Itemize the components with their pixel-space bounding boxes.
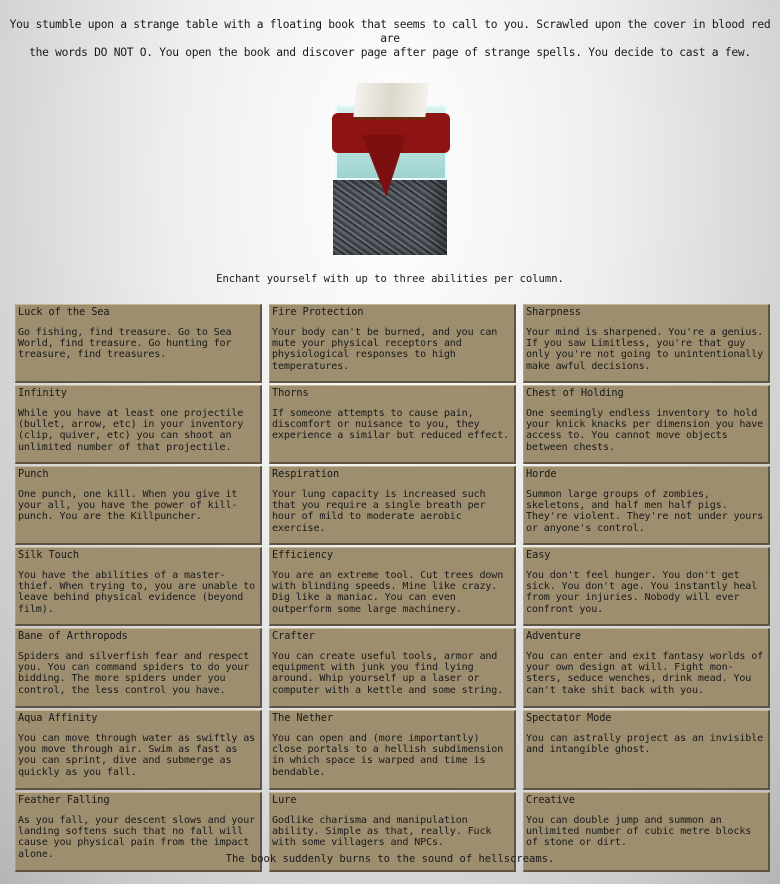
ability-title: Creative (526, 794, 575, 806)
ability-card (15, 466, 262, 545)
abilities-grid (15, 304, 772, 874)
ability-title: Horde (526, 468, 557, 480)
ability-description: If someone attempts to cause pain, discomfort or nuisance to you, they experience a similar but reduced effect. (272, 408, 510, 442)
ability-description: Summon large groups of zombies, skeletons, and half men half pigs. They're violent. They're not under yours or anyone's control. (526, 489, 764, 534)
intro-line: the words DO NOT O. You open the book and discover page after page of strange spells. You decide to cast a few. (29, 46, 751, 59)
ability-card (15, 304, 262, 383)
ability-title: Easy (526, 549, 551, 561)
ability-description: You can create useful tools, armor and equipment with junk you find lying around. Whip yourself up a laser or computer with a kettle and some string. (272, 651, 504, 696)
ability-title: Efficiency (272, 549, 333, 561)
ability-card (15, 710, 262, 790)
ability-column (15, 304, 262, 874)
ability-column (269, 304, 516, 874)
ability-card (523, 710, 770, 790)
ability-description: Your mind is sharpened. You're a genius. If you saw Limitless, you're that guy only you're not going to unintentionally make awful decisions. (526, 327, 764, 372)
ability-card (269, 710, 516, 790)
ability-title: Lure (272, 794, 297, 806)
subtitle: Enchant yourself with up to three abilities per column. (216, 273, 564, 285)
ability-card (269, 304, 516, 383)
ability-card (269, 466, 516, 545)
ability-title: Aqua Affinity (18, 712, 98, 724)
ability-title: Thorns (272, 387, 309, 399)
ability-description: You can enter and exit fantasy worlds of your own design at will. Fight mon-sters, seduce wenches, drink mead. You can't take shit back with you. (526, 651, 764, 696)
ability-title: Silk Touch (18, 549, 79, 561)
ability-title: Fire Protection (272, 306, 364, 318)
ability-description: While you have at least one projectile (bullet, arrow, etc) in your inventory (clip, quiver, etc) you can shoot an unlimited number of that projectile. (18, 408, 244, 453)
ability-title: Feather Falling (18, 794, 110, 806)
ability-title: Chest of Holding (526, 387, 624, 399)
ability-description: You don't feel hunger. You don't get sick. You don't age. You instantly heal from your injuries. Nobody will ever confront you. (526, 570, 758, 615)
ability-title: Adventure (526, 630, 581, 642)
ability-card (523, 304, 770, 383)
ability-card (269, 628, 516, 708)
ability-card (523, 547, 770, 626)
ability-title: Sharpness (526, 306, 581, 318)
ability-title: The Nether (272, 712, 333, 724)
ability-card (269, 385, 516, 464)
ability-card (523, 466, 770, 545)
ability-card (15, 628, 262, 708)
stone-block (333, 180, 447, 255)
outro-text: The book suddenly burns to the sound of hellscreams. (225, 853, 555, 865)
ability-description: Your lung capacity is increased such that you require a single breath per hour of mild to moderate aerobic exercise. (272, 489, 486, 534)
ability-column (523, 304, 770, 874)
ability-description: You can move through water as swiftly as you move through air. Swim as fast as you can sprint, dive and submerge as quickly as you fall. (18, 733, 256, 778)
ability-title: Punch (18, 468, 49, 480)
ability-title: Crafter (272, 630, 315, 642)
intro-text (0, 18, 780, 60)
ability-card (523, 385, 770, 464)
ability-description: You can astrally project as an invisible and intangible ghost. (526, 733, 764, 756)
ability-title: Luck of the Sea (18, 306, 110, 318)
ability-title: Infinity (18, 387, 67, 399)
ability-description: Go fishing, find treasure. Go to Sea World, find treasure. Go hunting for treasure, find treasures. (18, 327, 232, 361)
ability-title: Respiration (272, 468, 340, 480)
ability-description: One punch, one kill. When you give it your all, you have the power of kill-punch. You are the Killpuncher. (18, 489, 238, 523)
ability-title: Bane of Arthropods (18, 630, 128, 642)
ability-card (523, 628, 770, 708)
ability-description: You can double jump and summon an unlimited number of cubic metre blocks of stone or dirt. (526, 815, 752, 849)
enchanting-table-illustration (320, 75, 460, 260)
ability-card (269, 547, 516, 626)
ability-description: One seemingly endless inventory to hold your knick knacks per dimension you have access to. You cannot move objects between chests. (526, 408, 764, 453)
ability-description: Godlike charisma and manipulation ability. Simple as that, really. Fuck with some villagers and NPCs. (272, 815, 492, 849)
ability-title: Spectator Mode (526, 712, 612, 724)
ability-description: As you fall, your descent slows and your landing softens such that no fall will cause you physical pain from the impact alone. (18, 815, 256, 860)
ability-description: Your body can't be burned, and you can mute your physical receptors and physiological responses to high temperatures. (272, 327, 498, 372)
ability-description: You are an extreme tool. Cut trees down with blinding speeds. Mine like crazy. Dig like a maniac. You can even outperform some large machinery. (272, 570, 504, 615)
ability-description: You have the abilities of a master-thief. When trying to, you are unable to leave behind physical evidence (beyond film). (18, 570, 256, 615)
ability-card (15, 385, 262, 464)
intro-line: You stumble upon a strange table with a floating book that seems to call to you. Scrawled upon the cover in blood red are (9, 18, 771, 45)
ability-description: You can open and (more importantly) close portals to a hellish subdimension in which space is warped and time is bendable. (272, 733, 504, 778)
ability-card (15, 547, 262, 626)
ability-description: Spiders and silverfish fear and respect you. You can command spiders to do your bidding. The more spiders under you control, the less control you have. (18, 651, 250, 696)
floating-book (353, 83, 429, 120)
